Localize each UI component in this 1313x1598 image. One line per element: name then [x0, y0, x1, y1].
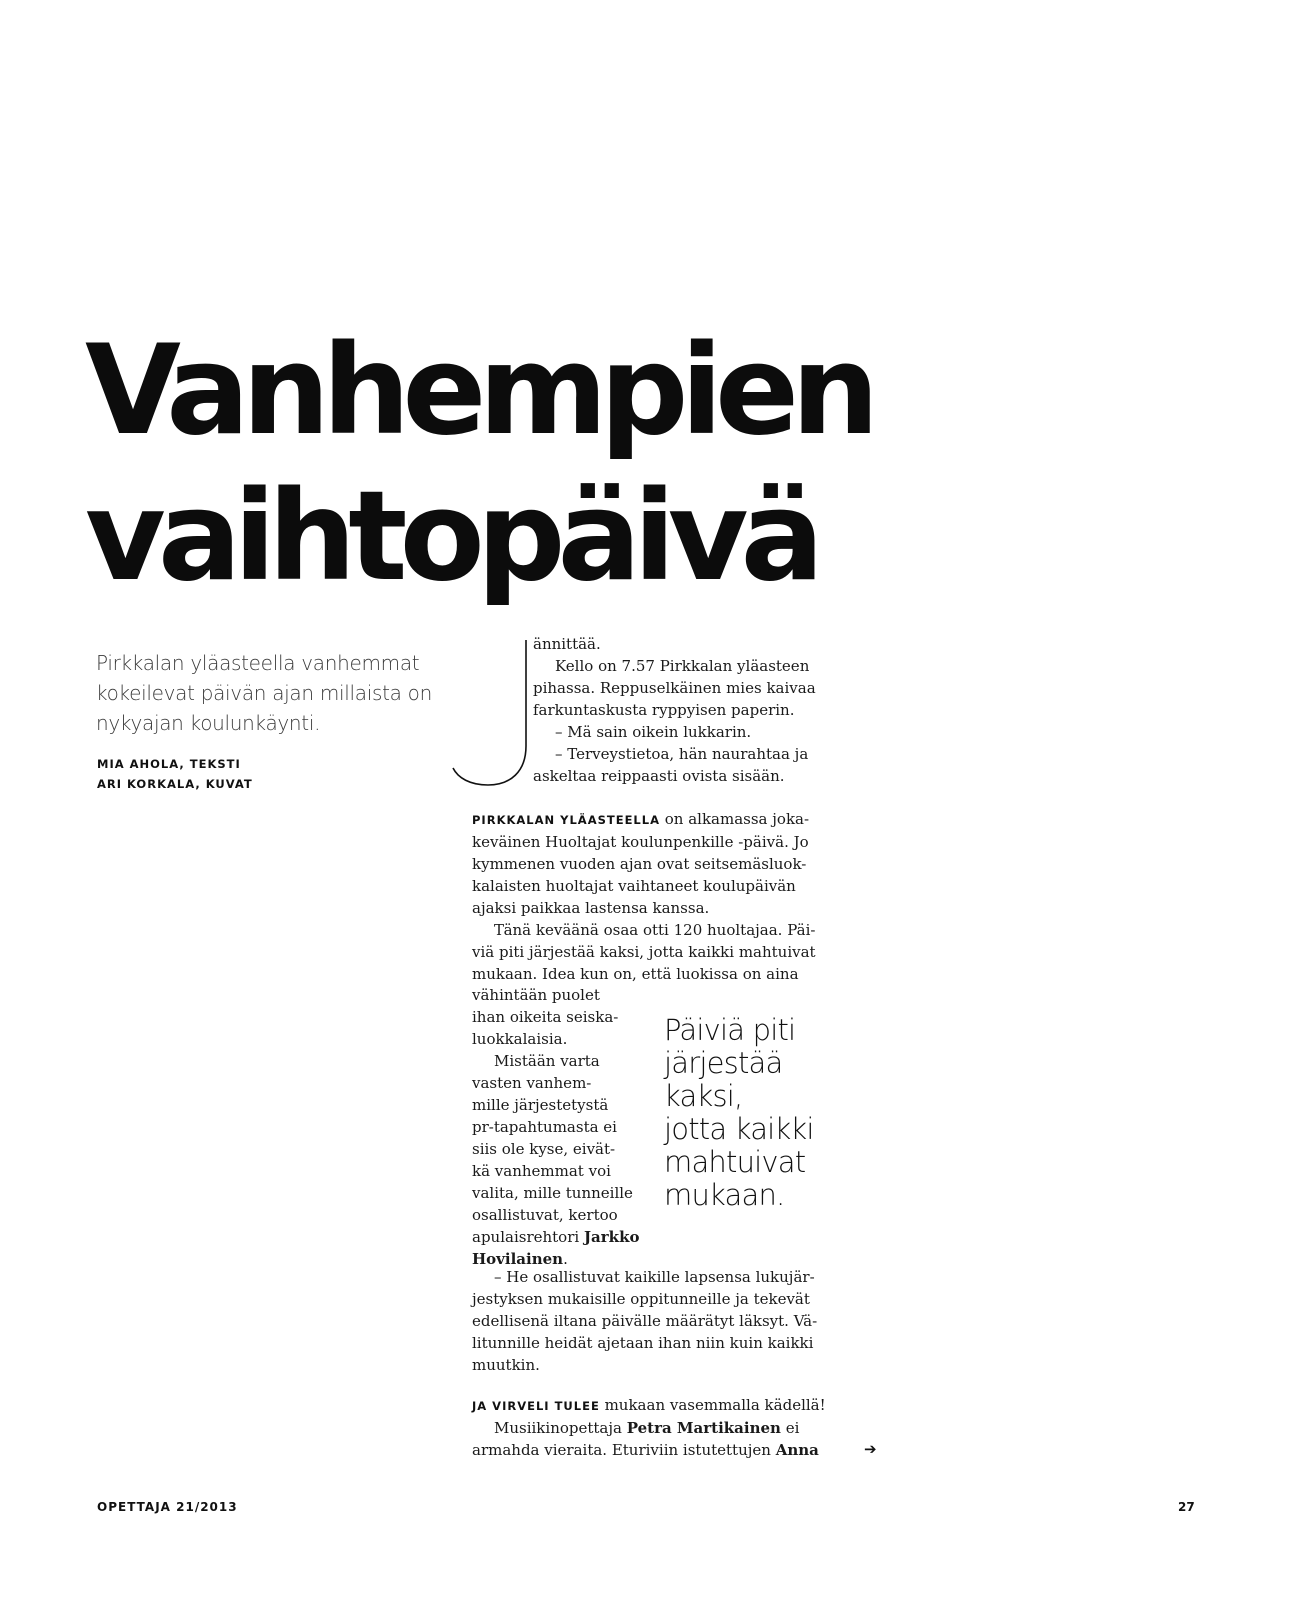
intro-paragraph — [533, 633, 816, 787]
body-line — [472, 1439, 826, 1461]
pull-quote-line: mukaan. — [664, 1178, 785, 1212]
body-section-3 — [472, 1394, 826, 1461]
body-line: ajaksi paikkaa lastensa kanssa. — [472, 899, 710, 917]
person-name: Hovilainen — [472, 1250, 564, 1268]
narrow-line: Mistään varta — [494, 1052, 600, 1070]
narrow-line: valita, mille tunneille — [472, 1184, 633, 1202]
intro-line: Kello on 7.57 Pirkkalan yläasteen — [555, 657, 810, 675]
byline — [97, 754, 253, 794]
narrow-line: kä vanhemmat voi — [472, 1162, 611, 1180]
section-1-first-line-text: on alkamassa joka- — [660, 810, 810, 828]
intro-line: pihassa. Reppuselkäinen mies kaivaa — [533, 679, 816, 697]
body-text: armahda vieraita. Eturiviin istutettujen — [472, 1441, 776, 1459]
person-name: Jarkko — [583, 1228, 640, 1246]
lede-line: nykyajan koulunkäynti. — [96, 711, 321, 735]
narrow-line: osallistuvat, kertoo — [472, 1206, 618, 1224]
body-line: muutkin. — [472, 1356, 540, 1374]
intro-line: – Mä sain oikein lukkarin. — [555, 723, 752, 741]
pull-quote-line: mahtuivat — [664, 1145, 806, 1179]
byline-author: MIA AHOLA, TEKSTI — [97, 757, 241, 771]
body-line: keväinen Huoltajat koulunpenkille -päivä. Jo — [472, 833, 809, 851]
pull-quote — [664, 1014, 854, 1212]
narrow-line: mille järjestetystä — [472, 1096, 609, 1114]
drop-cap-j — [452, 640, 532, 788]
section-3-first-line — [472, 1394, 826, 1417]
narrow-line: pr-tapahtumasta ei — [472, 1118, 617, 1136]
continue-arrow-icon: ➔ — [864, 1440, 877, 1458]
section-3-lead-in: JA VIRVELI TULEE — [472, 1399, 600, 1413]
intro-line: ännittää. — [533, 635, 601, 653]
body-section-2 — [472, 1266, 817, 1376]
body-line: kalaisten huoltajat vaihtaneet koulupäivän — [472, 877, 796, 895]
narrow-name-end: . — [563, 1250, 568, 1268]
byline-photographer: ARI KORKALA, KUVAT — [97, 777, 253, 791]
headline-line-2: vaihtopäivä — [85, 465, 817, 609]
lede-line: Pirkkalan yläasteella vanhemmat — [96, 651, 420, 675]
body-line: litunnille heidät ajetaan ihan niin kuin kaikki — [472, 1334, 814, 1352]
publication-footer: OPETTAJA 21/2013 — [97, 1500, 238, 1514]
body-line: mukaan. Idea kun on, että luokissa on aina — [472, 965, 799, 983]
page-number: 27 — [1178, 1500, 1195, 1514]
narrow-line: siis ole kyse, eivät- — [472, 1140, 616, 1158]
narrow-line: vasten vanhem- — [472, 1074, 592, 1092]
body-section-1 — [472, 808, 816, 985]
intro-line: askeltaa reippaasti ovista sisään. — [533, 767, 785, 785]
pull-quote-line: Päiviä piti — [664, 1013, 796, 1047]
intro-line: farkuntaskusta ryppyisen paperin. — [533, 701, 795, 719]
article-lede — [96, 648, 456, 738]
narrow-column — [472, 984, 639, 1270]
body-text: Musiikinopettaja — [494, 1419, 627, 1437]
body-text: ei — [780, 1419, 800, 1437]
lede-line: kokeilevat päivän ajan millaista on — [96, 681, 432, 705]
section-3-first-line-text: mukaan vasemmalla kädellä! — [599, 1396, 826, 1414]
narrow-line: luokkalaisia. — [472, 1030, 568, 1048]
narrow-line: vähintään puolet — [472, 986, 600, 1004]
article-headline — [85, 318, 871, 610]
pull-quote-line: järjestää — [664, 1046, 783, 1080]
body-line: Tänä keväänä osaa otti 120 huoltajaa. Päi- — [494, 921, 816, 939]
pull-quote-line: jotta kaikki — [664, 1112, 814, 1146]
narrow-line-name — [472, 1226, 639, 1248]
body-line: edellisenä iltana päivälle määrätyt läksyt. Vä- — [472, 1312, 818, 1330]
headline-line-1: Vanhempien — [85, 319, 872, 463]
narrow-line: ihan oikeita seiska- — [472, 1008, 619, 1026]
section-1-first-line — [472, 808, 816, 831]
body-line: – He osallistuvat kaikille lapsensa lukujär- — [494, 1268, 815, 1286]
body-line: kymmenen vuoden ajan ovat seitsemäsluok- — [472, 855, 807, 873]
body-line: viä piti järjestää kaksi, jotta kaikki mahtuivat — [472, 943, 816, 961]
section-1-lead-in: PIRKKALAN YLÄASTEELLA — [472, 813, 660, 827]
narrow-name-prefix: apulaisrehtori — [472, 1228, 584, 1246]
person-name: Anna — [775, 1441, 819, 1459]
intro-line: – Terveystietoa, hän naurahtaa ja — [555, 745, 809, 763]
person-name: Petra Martikainen — [626, 1419, 781, 1437]
pull-quote-line: kaksi, — [664, 1079, 743, 1113]
body-line: jestyksen mukaisille oppitunneille ja tekevät — [472, 1290, 810, 1308]
body-line — [472, 1417, 826, 1439]
